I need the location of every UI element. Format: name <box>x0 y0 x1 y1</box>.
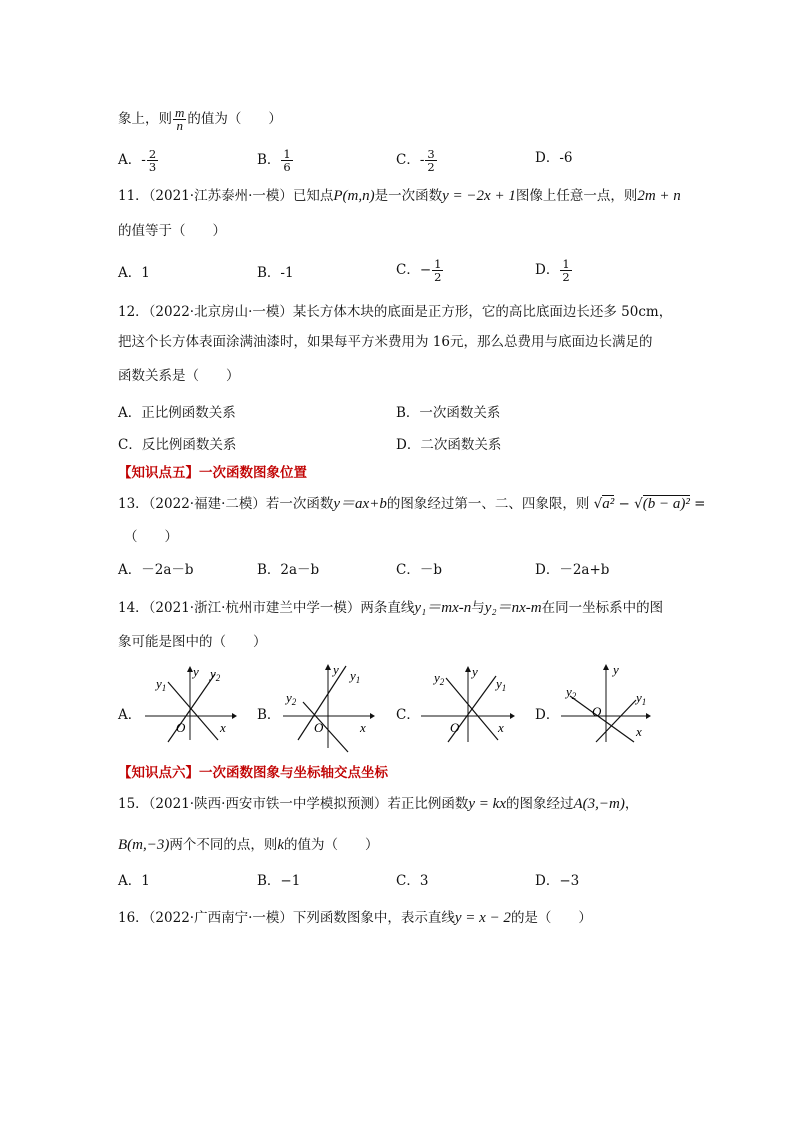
q11-option-d[interactable]: D． $\frac{1}{2}$ <box>535 257 570 284</box>
svg-text:y2: $y_2$ <box>434 670 445 687</box>
svg-text:y: y <box>333 662 339 677</box>
q12-option-c[interactable]: C．反比例函数关系 <box>118 437 237 453</box>
q11-stem-line2: 的值等于（ ） <box>118 223 226 239</box>
svg-text:y2: $y_2$ <box>566 684 577 701</box>
sqrt-a-squared: √a² <box>593 496 615 512</box>
q13-option-c[interactable]: C．－b <box>396 562 442 578</box>
q16-stem: 16．（2022·广西南宁·一模）下列函数图象中，表示直线y = x − 2的是（ ） <box>118 910 592 926</box>
q12-option-b[interactable]: B．一次函数关系 <box>396 405 501 421</box>
svg-text:O: O <box>314 720 324 735</box>
svg-text:y1: $y_1$ <box>350 668 361 685</box>
q13-option-d[interactable]: D．－2a+b <box>535 562 610 578</box>
q12-stem-line2: 把这个长方体表面涂满油漆时，如果每平方米费用为 16元，那么总费用与底面边长满足的 <box>118 334 653 350</box>
q11-option-c[interactable]: C．− $\frac{1}{2}$ <box>396 257 442 284</box>
q10-stem: 象上，则 $\frac{m}{n}$ 的值为（ ） <box>118 105 282 133</box>
svg-text:x: x <box>636 724 642 739</box>
svg-text:x: x <box>498 720 504 735</box>
q11-stem: 11．（2021·江苏泰州·一模）已知点P(m,n)是一次函数y = −2x + 1图像上任意一点，则2m + n <box>118 188 681 204</box>
q14-graph-d[interactable] <box>556 660 656 745</box>
q10-option-d[interactable]: D．-6 <box>535 150 573 166</box>
line-y1 <box>596 700 636 742</box>
q13-stem: 13．（2022·福建·二模）若一次函数y＝ax+b的图象经过第一、二、四象限，则 √a² − √(b − a)² = <box>118 496 706 512</box>
q15-option-a[interactable]: A．1 <box>118 873 150 889</box>
section-heading-5: 【知识点五】一次函数图象位置 <box>118 465 307 481</box>
q14-option-b-label[interactable]: B． <box>257 707 281 723</box>
q12-option-a[interactable]: A．正比例函数关系 <box>118 405 236 421</box>
q15-option-d[interactable]: D．−3 <box>535 873 580 889</box>
q14-option-a-label[interactable]: A． <box>118 707 142 723</box>
q10-fraction: $\frac{m}{n}$ <box>175 105 185 133</box>
svg-text:x: x <box>360 720 366 735</box>
q10-option-b[interactable]: B． $\frac{1}{6}$ <box>257 147 291 174</box>
q14-graph-a[interactable] <box>140 660 240 745</box>
svg-text:y2: $y_2$ <box>286 690 297 707</box>
svg-text:y1: $y_1$ <box>496 676 507 693</box>
q11-option-a[interactable]: A．1 <box>118 265 150 281</box>
q13-option-a[interactable]: A．－2a－b <box>118 562 194 578</box>
svg-text:O: O <box>450 720 460 735</box>
q14-graph-b[interactable] <box>278 660 378 755</box>
q11-option-b[interactable]: B．-1 <box>257 265 294 281</box>
q15-option-b[interactable]: B．−1 <box>257 873 301 889</box>
q13-option-b[interactable]: B．2a－b <box>257 562 320 578</box>
q10-option-a[interactable]: A．- $\frac{2}{3}$ <box>118 147 157 174</box>
svg-text:O: O <box>592 704 602 719</box>
label-x: x <box>220 720 226 735</box>
q14-option-d-label[interactable]: D． <box>535 707 560 723</box>
q12-stem-line3: 函数关系是（ ） <box>118 368 240 384</box>
label-origin: O <box>176 720 186 735</box>
svg-text:y: y <box>472 664 478 679</box>
x-axis-arrow <box>232 713 237 719</box>
q14-stem-line1: 14．（2021·浙江·杭州市建兰中学一模）两条直线y₁＝mx-n与y₂＝nx-m在同一坐标系中的图 <box>118 600 664 616</box>
q14-graph-c[interactable] <box>418 660 518 745</box>
label-y: y <box>193 664 199 679</box>
q15-option-c[interactable]: C．3 <box>396 873 429 889</box>
sqrt-b-minus-a-squared: √(b − a)² <box>634 496 690 512</box>
label-y2: $y_2$ <box>210 666 221 683</box>
line-y2 <box>303 702 348 752</box>
q12-stem-line1: 12．（2022·北京房山·一模）某长方体木块的底面是正方形，它的高比底面边长还多 50cm， <box>118 304 673 320</box>
label-y1: $y_1$ <box>156 676 167 693</box>
q14-option-c-label[interactable]: C． <box>396 707 420 723</box>
svg-text:y: y <box>613 662 619 677</box>
section-heading-6: 【知识点六】一次函数图象与坐标轴交点坐标 <box>118 765 388 781</box>
q15-stem-line2: B(m,−3)两个不同的点，则k的值为（ ） <box>118 837 379 853</box>
q10-option-c[interactable]: C．- $\frac{3}{2}$ <box>396 147 435 174</box>
q12-option-d[interactable]: D．二次函数关系 <box>396 437 502 453</box>
q14-stem-line2: 象可能是图中的（ ） <box>118 634 267 650</box>
q13-stem-line2: （ ） <box>124 529 178 545</box>
svg-text:y1: $y_1$ <box>636 690 647 707</box>
q15-stem-line1: 15．（2021·陕西·西安市铁一中学模拟预测）若正比例函数y = kx的图象经过A(3,−m)， <box>118 796 639 812</box>
